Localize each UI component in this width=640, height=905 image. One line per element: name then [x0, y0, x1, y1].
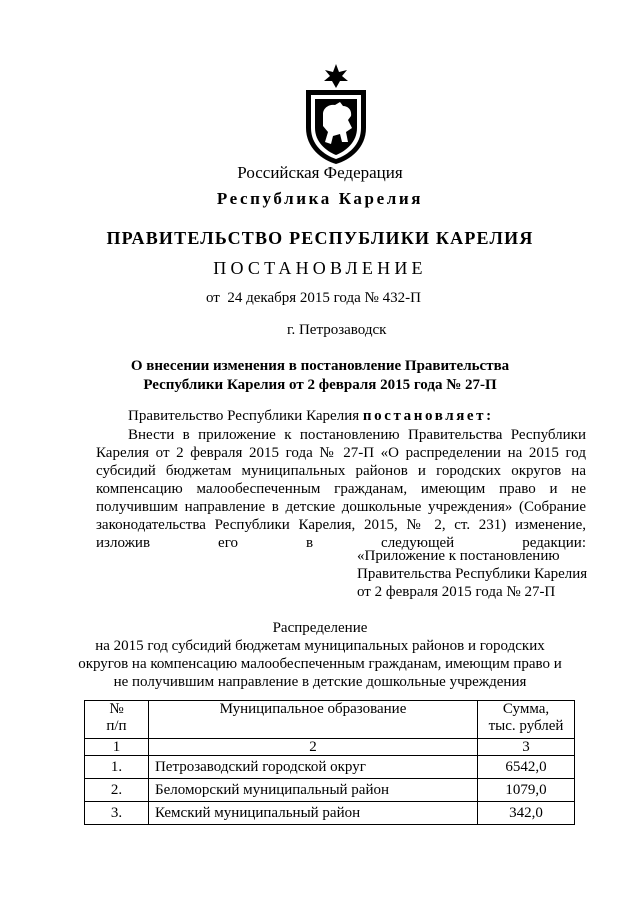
subject-heading — [0, 357, 640, 395]
column-number: 2 — [148, 739, 477, 756]
row-municipality: Беломорский муниципальный район — [148, 779, 477, 802]
distribution-heading: Распределение — [272, 620, 368, 636]
document-type: ПОСТАНОВЛЕНИЕ — [213, 258, 427, 278]
table-header-row — [85, 701, 575, 739]
table-column-numbers-row — [85, 739, 575, 756]
distribution-line-2: округов на компенсацию малообеспеченным гражданам, имеющим право и — [78, 656, 562, 672]
row-municipality: Кемский муниципальный район — [148, 802, 477, 825]
table-row — [85, 779, 575, 802]
distribution-table — [84, 700, 575, 825]
government-title: ПРАВИТЕЛЬСТВО РЕСПУБЛИКИ КАРЕЛИЯ — [106, 228, 534, 248]
distribution-line-3: не получившим направление в детские дошкольные учреждения — [113, 674, 527, 690]
distribution-title — [0, 619, 640, 691]
appendix-line-3: от 2 февраля 2015 года № 27-П — [357, 584, 556, 600]
resolution-intro — [96, 407, 586, 425]
row-number: 2. — [85, 779, 149, 802]
row-number: 3. — [85, 802, 149, 825]
date-line: от 24 декабря 2015 года № 432-П — [206, 290, 421, 306]
intro-decree-word: постановляет: — [362, 408, 494, 424]
row-sum: 342,0 — [478, 802, 575, 825]
subject-line-2: Республики Карелия от 2 февраля 2015 года № 27-П — [143, 377, 497, 393]
table-row — [85, 756, 575, 779]
header-sum — [478, 701, 575, 739]
column-number: 1 — [85, 739, 149, 756]
header-name: Муниципальное образование — [148, 701, 477, 739]
karelia-coat-of-arms-icon — [296, 62, 376, 166]
row-municipality: Петрозаводский городской округ — [148, 756, 477, 779]
row-sum: 1079,0 — [478, 779, 575, 802]
header-sum-line-2: тыс. рублей — [488, 718, 564, 734]
republic-title: Республика Карелия — [216, 189, 424, 208]
appendix-line-2: Правительства Республики Карелия — [357, 566, 588, 582]
header-sum-line-1: Сумма, — [502, 701, 550, 717]
federation-title: Российская Федерация — [237, 163, 403, 182]
appendix-line-1: «Приложение к постановлению — [357, 548, 560, 564]
resolution-body: Внести в приложение к постановлению Правительства Республики Карелия от 2 февраля 2015 года № 27-П «О распределении на 2015 год субсидий бюджетам муниципальных районов и городских округов на компенсацию малообеспеченным гражданам, имеющим право и не получившим направление в детские дошкольные учреждения» (Собрание законодательства Республики Карелия, 2015, № 2, ст. 231) изменение, изложив его в следующей редакции: — [96, 427, 586, 551]
subject-line-1: О внесении изменения в постановление Правительства — [130, 358, 510, 374]
city-line: г. Петрозаводск — [287, 322, 387, 338]
column-number: 3 — [478, 739, 575, 756]
table-row — [85, 802, 575, 825]
header-num-line-1: № — [109, 701, 124, 717]
row-number: 1. — [85, 756, 149, 779]
appendix-reference — [357, 547, 587, 601]
intro-lead: Правительство Республики Карелия — [128, 408, 363, 424]
header-num — [85, 701, 149, 739]
header-num-line-2: п/п — [106, 718, 127, 734]
row-sum: 6542,0 — [478, 756, 575, 779]
distribution-line-1: на 2015 год субсидий бюджетам муниципальных районов и городских — [95, 638, 545, 654]
